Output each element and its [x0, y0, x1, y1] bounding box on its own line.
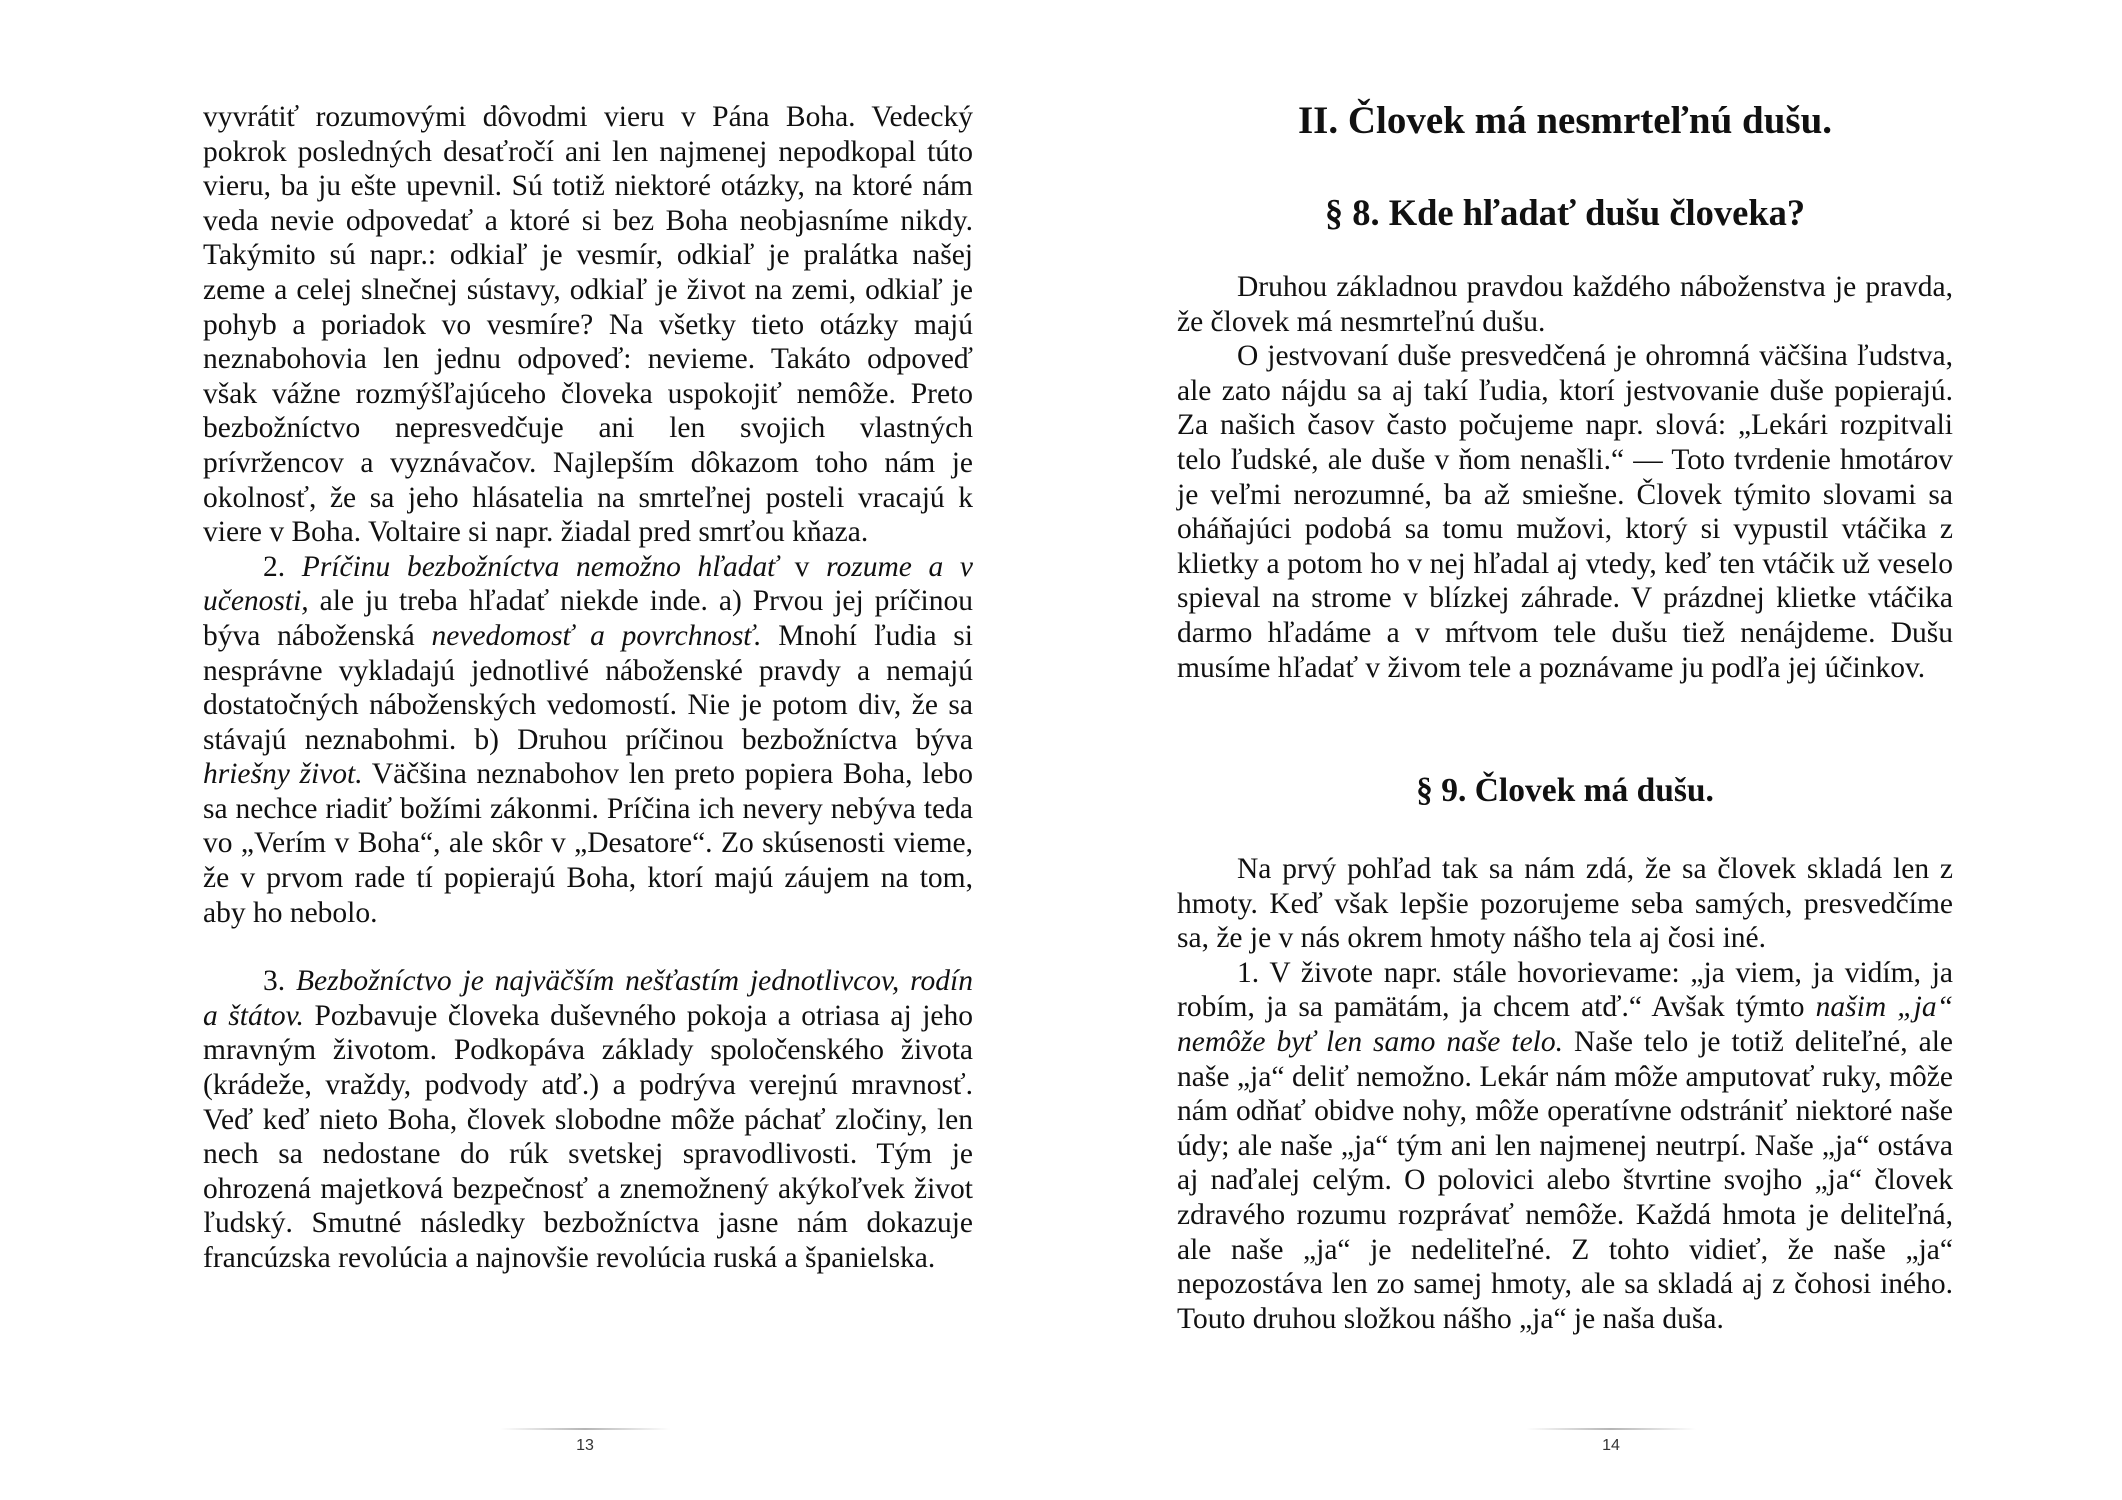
text-run: Naše telo je totiž deliteľné, ale naše „ja“ deliť nemožno. Lekár nám môže amputovať ruky, môže nám odňať obidve nohy, môže operatívne odstrániť niektoré naše údy; ale naše „ja“ tým ani len najmenej neutrpí. Naše „ja“ ostáva aj naďalej celým. O polovici alebo štvrtine svojho „ja“ človek zdravého rozumu rozprávať nemôže. Každá hmota je deliteľná, ale naše „ja“ je nedeliteľné. Z tohto vidieť, že naše „ja“ nepozostáva len zo samej hmoty, ale sa skladá aj z čohosi iného. Touto druhou složkou nášho „ja“ je naša duša. — [1177, 1025, 1953, 1335]
paragraph — [203, 964, 973, 1275]
text-run: v — [778, 550, 827, 583]
page-number: 13 — [576, 1437, 594, 1454]
page-number: 14 — [1602, 1437, 1620, 1454]
text-run: Druhou základnou pravdou každého náboženstva je pravda, že človek má nesmrteľnú dušu. — [1177, 271, 1953, 338]
text-run: 2. — [263, 550, 302, 583]
paragraph — [203, 550, 973, 931]
section-8-body — [1177, 270, 1953, 685]
paragraph — [1177, 270, 1953, 339]
section-heading: § 9. Človek má dušu. — [1416, 772, 1714, 809]
paragraph — [203, 100, 973, 550]
section-9-body — [1177, 852, 1953, 1336]
text-run: vyvrátiť rozumovými dôvodmi vieru v Pána Boha. Vedecký pokrok posledných desaťročí ani len najmenej nepodkopal túto vieru, ba ju ešte upevnil. Sú totiž niektoré otázky, na ktoré nám veda nevie odpovedať a ktoré si bez Boha neobjasníme nikdy. Takýmito sú napr.: odkiaľ je vesmír, odkiaľ je pralátka našej zeme a celej slnečnej sústavy, odkiaľ je život na zemi, odkiaľ je pohyb a poriadok vo vesmíre? Na všetky tieto otázky majú neznabohovia len jednu odpoveď: nevieme. Takáto odpoveď však vážne rozmýšľajúceho človeka uspokojiť nemôže. Preto bezbožníctvo nepresvedčuje ani len svojich vlastných prívržencov a vyznávačov. Najlepším dôkazom toho nám je okolnosť, že sa jeho hlásatelia na smrteľnej posteli vracajú k viere v Boha. Voltaire si napr. žiadal pred smrťou kňaza. — [203, 101, 973, 549]
right-page — [1061, 0, 2122, 1500]
italic-text: rozume a v učenosti, — [203, 550, 974, 618]
page-number-rule — [1526, 1428, 1696, 1430]
italic-text: našim „ja“ nemôže byť len samo naše telo. — [1177, 991, 1953, 1058]
italic-text: Príčinu bezbožníctva nemožno hľadať — [301, 550, 778, 583]
page-number-rule — [500, 1428, 670, 1430]
italic-text: Bezbožníctvo je najväčším nešťastím jednotlivcov, rodín a štátov. — [203, 965, 973, 1032]
text-run: Na prvý pohľad tak sa nám zdá, že sa človek skladá len z hmoty. Keď však lepšie pozorujeme seba samých, presvedčíme sa, že je v nás okrem hmoty nášho tela aj čosi iné. — [1177, 853, 1953, 955]
text-run: Pozbavuje človeka duševného pokoja a otriasa aj jeho mravným životom. Podkopáva základy spoločenského života (krádeže, vraždy, podvody atď.) a podrýva verejnú mravnosť. Veď keď nieto Boha, človek slobodne môže páchať zločiny, len nech sa nedostane do rúk svetskej spravodlivosti. Tým je ohrozená majetková bezpečnosť a znemožnený akýkoľvek život ľudský. Smutné následky bezbožníctva jasne nám dokazuje francúzska revolúcia a najnovšie revolúcia ruská a španielska. — [203, 999, 974, 1274]
text-run: Väčšina neznabohov len preto popiera Boha, lebo sa nechce riadiť božími zákonmi. Príčina ich nevery nebýva teda vo „Verím v Boha“, ale skôr v „Desatore“. Zo skúsenosti vieme, že v prvom rade tí popierajú Boha, ktorí majú záujem na tom, aby ho nebolo. — [203, 758, 973, 929]
paragraph — [1177, 852, 1953, 956]
text-run: 3. — [263, 965, 296, 998]
italic-text: nevedomosť a povrchnosť. — [431, 619, 762, 652]
text-run: ale ju treba hľadať niekde inde. a) Prvou jej príčinou býva náboženská — [203, 585, 973, 652]
text-run: 1. V živote napr. stále hovorievame: „ja viem, ja vidím, ja robím, ja sa pamätám, ja chcem atď.“ Avšak týmto — [1177, 956, 1953, 1024]
italic-text: hriešny život. — [203, 758, 363, 791]
section-heading: § 8. Kde hľadať dušu človeka? — [1324, 192, 1806, 233]
paragraph — [1177, 956, 1953, 1337]
paragraph — [1177, 339, 1953, 685]
left-page-body — [203, 100, 973, 1276]
text-run: O jestvovaní duše presvedčená je ohromná väčšina ľudstva, ale zato nájdu sa aj takí ľudia, ktorí jestvovanie duše popierajú. Za našich časov často počujeme napr. slová: „Lekári rozpitvali telo ľudské, ale duše v ňom nenašli.“ — Toto tvrdenie hmotárov je veľmi nerozumné, ba až smiešne. Človek týmito slovami sa oháňajúci podobá sa tomu mužovi, ktorý si vypustil vtáčika z klietky a potom ho v nej hľadal aj vtedy, keď ten vtáčik už veselo spieval na strome v blízkej záhrade. V prázdnej klietke vtáčika darmo hľadáme a v mŕtvom tele dušu tiež nenájdeme. Dušu musíme hľadať v živom tele a poznávame ju podľa jej účinkov. — [1177, 340, 1953, 684]
chapter-title: II. Človek má nesmrteľnú dušu. — [1297, 99, 1833, 142]
text-run: Mnohí ľudia si nesprávne vykladajú jednotlivé náboženské pravdy a nemajú dostatočných náboženských vedomostí. Nie je potom div, že sa stávajú neznabohmi. b) Druhou príčinou bezbožníctva býva — [203, 619, 973, 756]
